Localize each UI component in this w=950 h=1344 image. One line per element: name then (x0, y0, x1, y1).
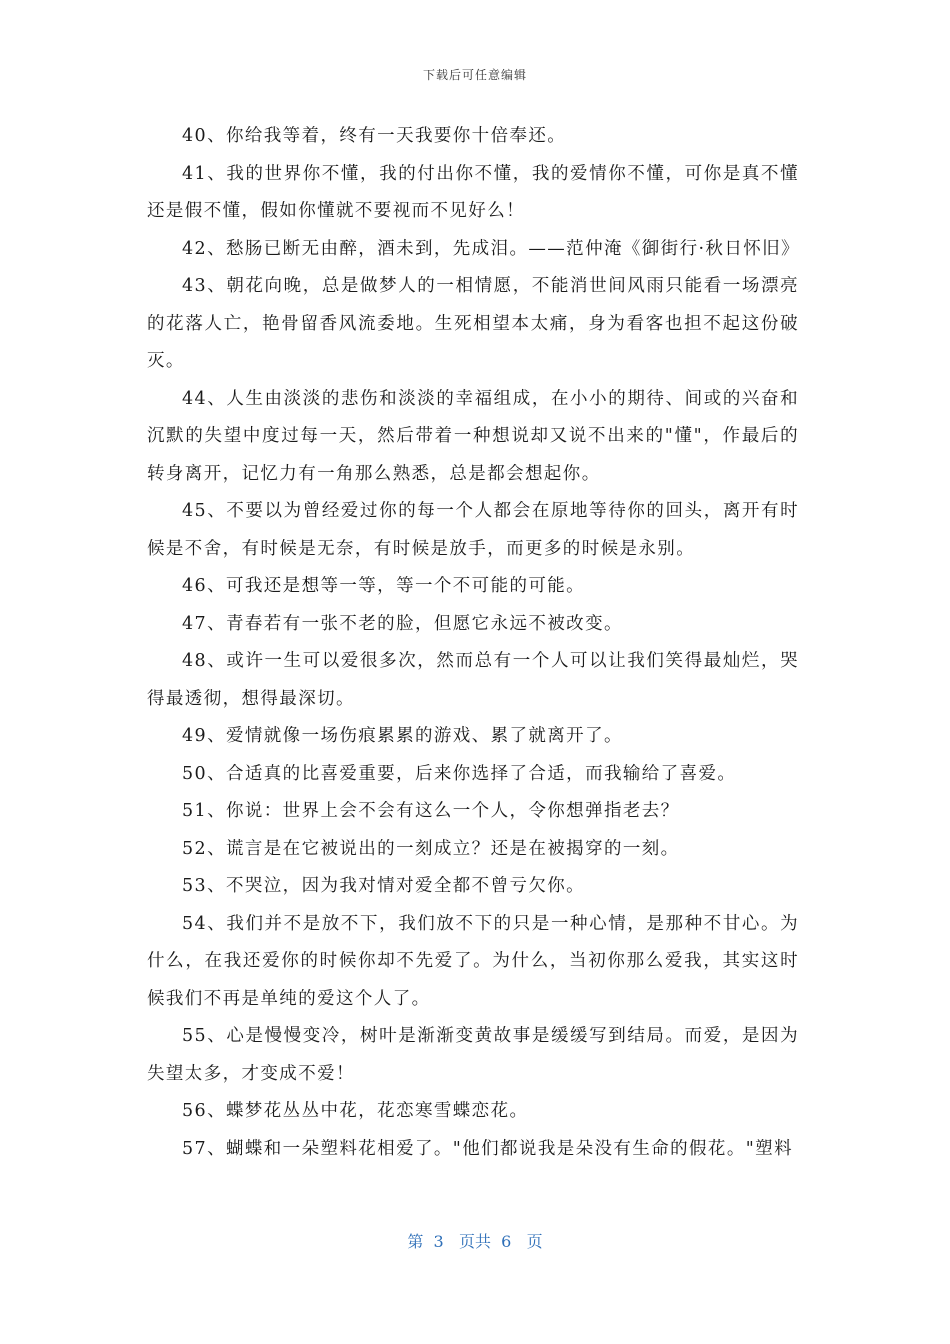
page-label-suffix: 页 (526, 1232, 543, 1251)
page-label-middle: 页共 (458, 1232, 491, 1251)
paragraph: 54、我们并不是放不下，我们放不下的只是一种心情，是那种不甘心。为什么，在我还爱你的时候你却不先爱了。为什么，当初你那么爱我，其实这时候我们不再是单纯的爱这个人了。 (147, 913, 799, 1009)
paragraph: 44、人生由淡淡的悲伤和淡淡的幸福组成，在小小的期待、间或的兴奋和沉默的失望中度过每一天，然后带着一种想说却又说不出来的"懂"，作最后的转身离开，记忆力有一角那么熟悉，总是都会想起你。 (147, 388, 799, 484)
paragraph: 52、谎言是在它被说出的一刻成立？还是在被揭穿的一刻。 (182, 838, 680, 859)
page-total: 6 (501, 1232, 512, 1251)
paragraph: 49、爱情就像一场伤痕累累的游戏、累了就离开了。 (182, 726, 623, 746)
paragraph: 46、可我还是想等一等，等一个不可能的可能。 (182, 576, 586, 596)
page-header: 下载后可任意编辑 (422, 68, 527, 82)
paragraph: 55、心是慢慢变冷，树叶是渐渐变黄故事是缓缓写到结局。而爱，是因为失望太多，才变成不爱！ (147, 1026, 799, 1084)
paragraph: 43、朝花向晚，总是做梦人的一相情愿，不能消世间风雨只能看一场漂亮的花落人亡，艳骨留香风流委地。生死相望本太痛，身为看客也担不起这份破灭。 (147, 276, 799, 371)
page-current: 3 (433, 1232, 444, 1251)
paragraph: 40、你给我等着，终有一天我要你十倍奉还。 (182, 126, 567, 146)
paragraph: 56、蝶梦花丛丛中花，花恋寒雪蝶恋花。 (182, 1101, 529, 1121)
paragraph: 41、我的世界你不懂，我的付出你不懂，我的爱情你不懂，可你是真不懂还是假不懂，假如你懂就不要视而不见好么！ (147, 163, 799, 221)
page-label-prefix: 第 (407, 1232, 424, 1251)
document-body (147, 118, 799, 1168)
paragraph: 53、不哭泣，因为我对情对爱全都不曾亏欠你。 (182, 876, 586, 896)
paragraph: 51、你说：世界上会不会有这么一个人，令你想弹指老去？ (182, 801, 680, 821)
paragraph: 48、或许一生可以爱很多次，然而总有一个人可以让我们笑得最灿烂，哭得最透彻，想得最深切。 (147, 651, 799, 709)
page-footer (0, 1229, 950, 1252)
paragraph: 42、愁肠已断无由醉，酒未到，先成泪。——范仲淹《御街行·秋日怀旧》 (182, 238, 800, 259)
paragraph: 57、蝴蝶和一朵塑料花相爱了。"他们都说我是朵没有生命的假花。"塑料 (182, 1138, 793, 1159)
paragraph: 47、青春若有一张不老的脸，但愿它永远不被改变。 (182, 613, 623, 634)
paragraph: 50、合适真的比喜爱重要，后来你选择了合适，而我输给了喜爱。 (182, 763, 737, 784)
paragraph: 45、不要以为曾经爱过你的每一个人都会在原地等待你的回头，离开有时候是不舍，有时候是无奈，有时候是放手，而更多的时候是永别。 (147, 501, 799, 559)
